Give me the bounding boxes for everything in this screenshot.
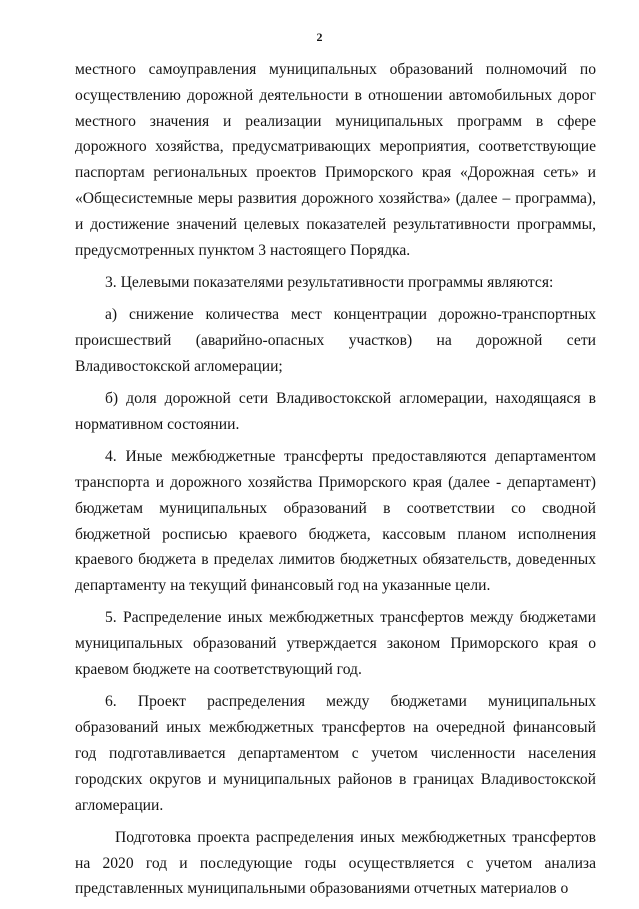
paragraph-item-6-continuation: Подготовка проекта распределения иных межбюджетных трансфертов на 2020 год и последующие годы осуществляется с учетом анализа представленных муниципальными образованиями отчетных материалов о — [75, 828, 596, 898]
paragraph-continuation: местного самоуправления муниципальных образований полномочий по осуществлению дорожной деятельности в отношении автомобильных дорог местного значения и реализации муниципальных программ в сфере дорожного хозяйства, предусматривающих мероприятия, соответствующие паспортам региональных проектов Приморского края «Дорожная сеть» и «Общесистемные меры развития дорожного хозяйства» (далее – программа), и достижение значений целевых показателей результативности программы, предусмотренных пунктом 3 настоящего Порядка. — [75, 61, 596, 259]
paragraph-item-3a: а) снижение количества мест концентрации дорожно-транспортных происшествий (аварийно-опасных участков) на дорожной сети Владивостокской агломерации; — [75, 306, 596, 375]
paragraph-item-4: 4. Иные межбюджетные трансферты предоставляются департаментом транспорта и дорожного хозяйства Приморского края (далее - департамент) бюджетам муниципальных образований в соответствии со сводной бюджетной росписью краевого бюджета, кассовым планом исполнения краевого бюджета в пределах лимитов бюджетных обязательств, доведенных департаменту на текущий финансовый год на указанные цели. — [75, 448, 596, 595]
paragraph-item-6: 6. Проект распределения между бюджетами муниципальных образований иных межбюджетных трансфертов на очередной финансовый год подготавливается департаментом с учетом численности населения городских округов и муниципальных районов в границах Владивостокской агломерации. — [75, 693, 596, 814]
paragraph-item-5: 5. Распределение иных межбюджетных трансфертов между бюджетами муниципальных образований утверждается законом Приморского края о краевом бюджете на соответствующий год. — [75, 609, 596, 679]
document-body — [75, 57, 596, 909]
page-number: 2 — [316, 30, 323, 44]
paragraph-item-3: 3. Целевыми показателями результативности программы являются: — [105, 273, 554, 291]
paragraph-item-3b: б) доля дорожной сети Владивостокской агломерации, находящаяся в нормативном состоянии. — [75, 390, 596, 433]
